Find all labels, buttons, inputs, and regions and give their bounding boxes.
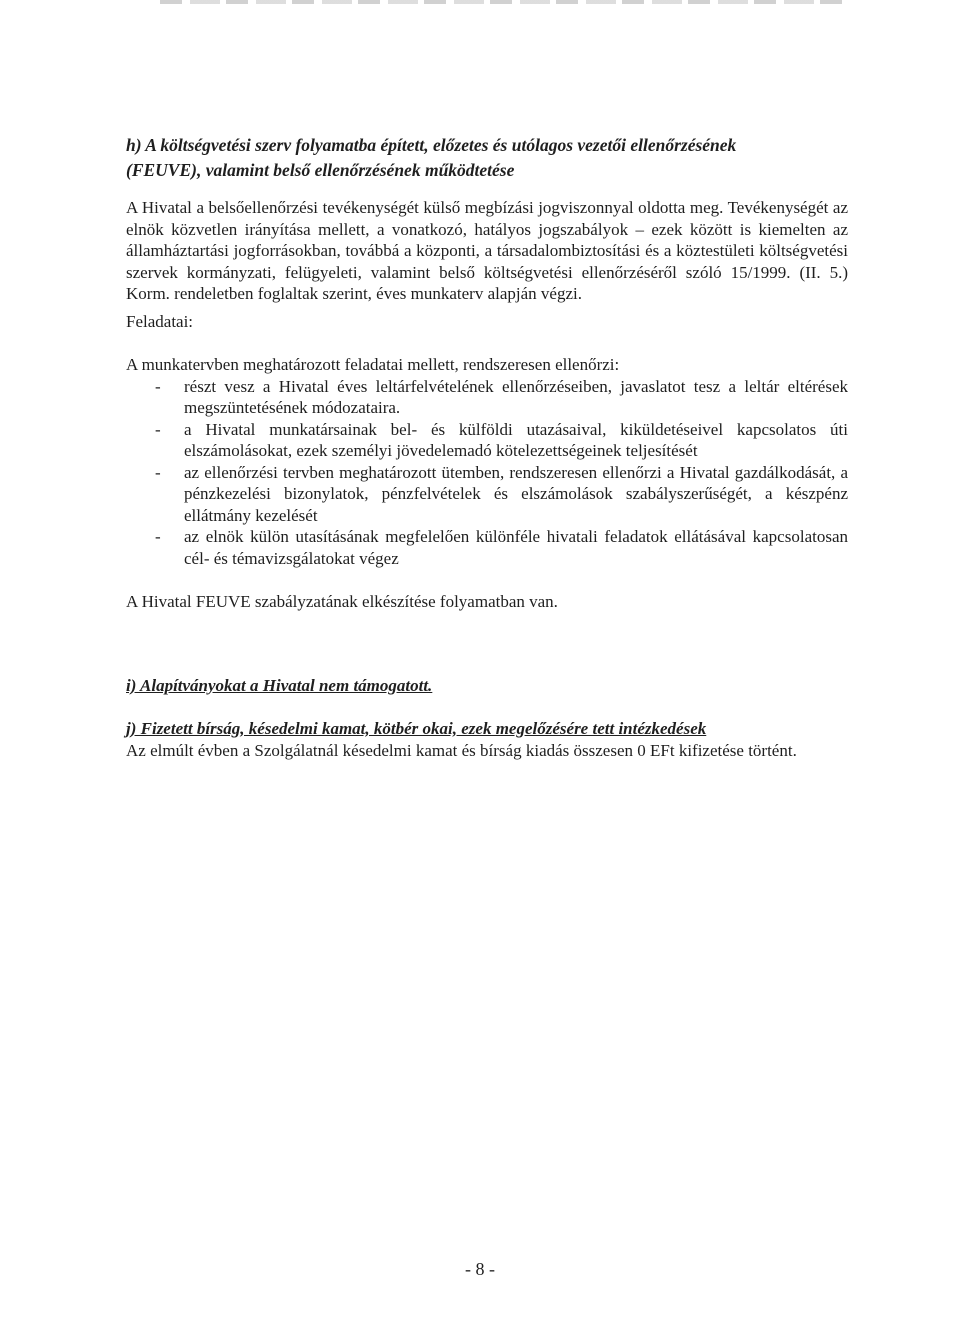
tasks-intro: A munkatervben meghatározott feladatai mellett, rendszeresen ellenőrzi: <box>126 355 620 374</box>
page-content <box>126 133 848 761</box>
list-dash: - <box>155 419 161 439</box>
section-i-heading: i) Alapítványokat a Hivatal nem támogatott. <box>126 675 433 695</box>
list-item <box>126 376 848 419</box>
list-dash: - <box>155 527 161 546</box>
section-j-paragraph: Az elmúlt évben a Szolgálatnál késedelmi kamat és bírság kiadás összesen 0 EFt kifizetése történt. <box>126 740 797 760</box>
scan-edge-artifact <box>160 0 850 4</box>
list-item-text: az elnök külön utasításának megfelelően különféle hivatali feladatok ellátásával kapcsolatosan cél- és témavizsgálatokat végez <box>184 527 848 568</box>
feuve-closing: A Hivatal FEUVE szabályzatának elkészítése folyamatban van. <box>126 592 558 611</box>
page-number: - 8 - <box>465 1259 495 1279</box>
section-j-heading: j) Fizetett bírság, késedelmi kamat, kötbér okai, ezek megelőzésére tett intézkedések <box>126 719 707 738</box>
list-item-text: részt vesz a Hivatal éves leltárfelvételének ellenőrzéseiben, javaslatot tesz a leltár eltérések megszüntetésének módozataira. <box>184 376 848 417</box>
list-item-text: a Hivatal munkatársainak bel- és külföldi utazásaival, kiküldetéseivel kapcsolatos úti elszámolásokat, ezek személyi jövedelemadó kötelezettségeinek teljesítését <box>184 419 848 460</box>
section-h-heading-line2: (FEUVE), valamint belső ellenőrzésének működtetése <box>126 160 515 180</box>
section-h-heading-line1: h) A költségvetési szerv folyamatba épített, előzetes és utólagos vezetői ellenőrzésének <box>126 135 737 155</box>
list-item <box>126 462 848 527</box>
list-item <box>126 526 848 569</box>
list-dash: - <box>155 376 161 396</box>
list-dash: - <box>155 462 161 482</box>
tasks-label: Feladatai: <box>126 311 194 331</box>
tasks-list <box>126 376 848 570</box>
list-item <box>126 419 848 462</box>
list-item-text: az ellenőrzési tervben meghatározott ütemben, rendszeresen ellenőrzi a Hivatal gazdálkodását, a pénzkezelési bizonylatok, pénzfelvételek és elszámolások szabályszerűségét, a készpénz ellátmány kezelését <box>184 462 848 525</box>
section-h-paragraph: A Hivatal a belsőellenőrzési tevékenységét külső megbízási jogviszonnyal oldotta meg. Tevékenységét az elnök közvetlen irányítása mellett, a vonatkozó, hatályos jogszabályok – ezek között is kiemelten az államháztartási jogforrásokban, továbbá a központi, a társadalombiztosítási és a köztestületi költségvetési szervek kormányzati, felügyeleti, valamint belső költségvetési ellenőrzéséről szóló 15/1999. (II. 5.) Korm. rendeletben foglaltak szerint, éves munkaterv alapján végzi. <box>126 198 848 303</box>
